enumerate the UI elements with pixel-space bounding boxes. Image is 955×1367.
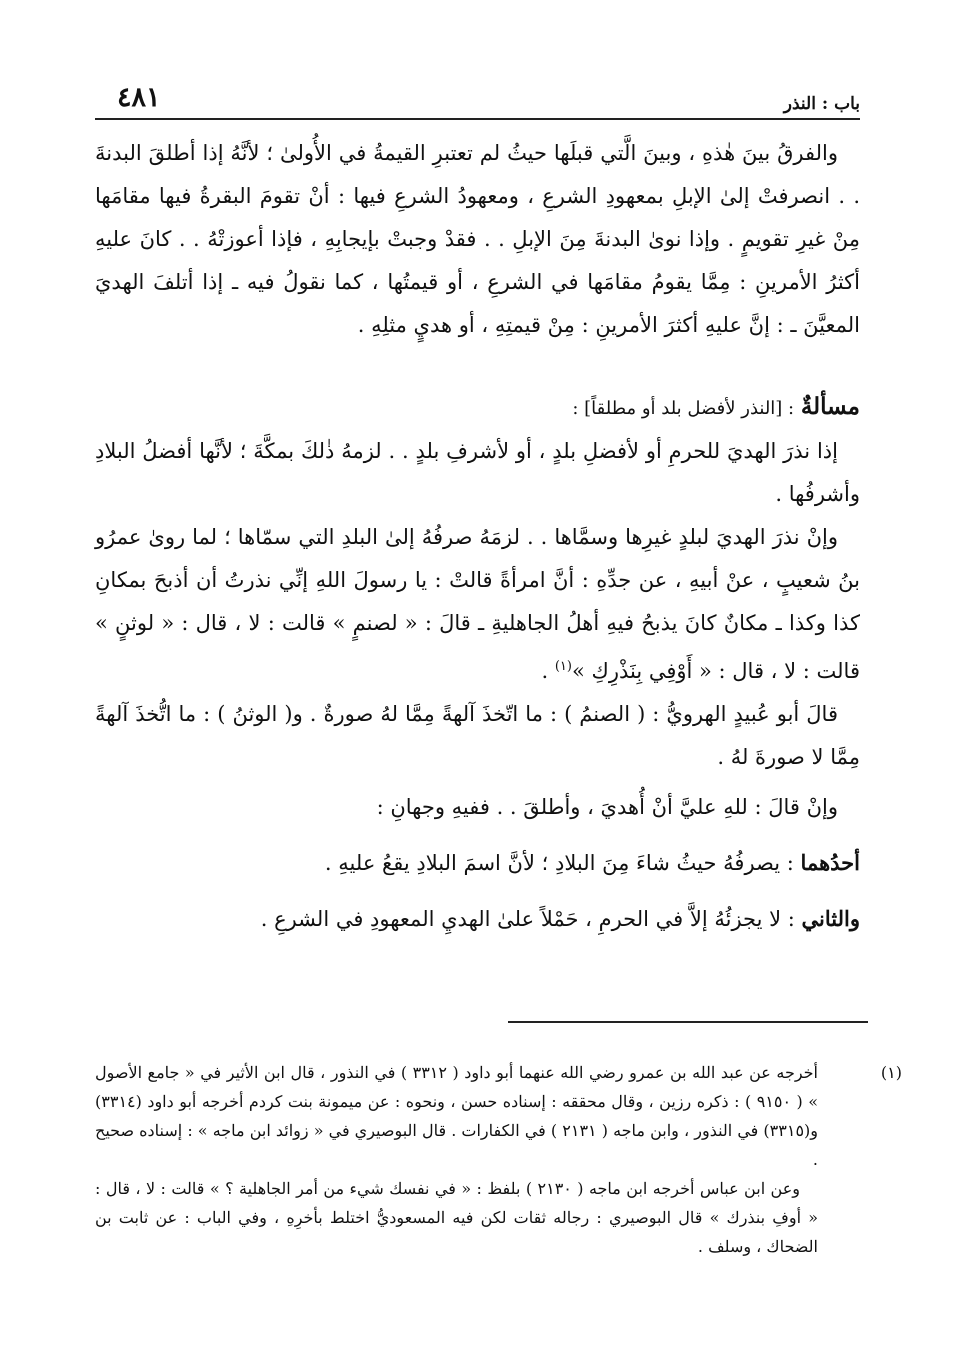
footnote-1-number: (١): [880, 1063, 902, 1082]
footnote-ref: (١): [554, 659, 572, 674]
paragraph-2: إذا نذرَ الهديَ للحرمِ أو لأفضلِ بلدٍ ، أو لأشرفِ بلدٍ . . لزمهُ ذٰلكَ بمكَّةَ ؛ لأنَّها أفضلُ البلادِ وأشرفُها .: [95, 439, 860, 506]
paragraph-4: قالَ أبو عُبيدٍ الهرويُّ : ( الصنمُ ) : ما اتّخذَ آلهةً مِمَّا لهُ صورةٌ . و( الوثنُ ) : ما اتُّخذَ آلهةً مِمَّا لا صورةَ لهُ .: [95, 702, 860, 769]
running-title: باب : النذر: [783, 94, 860, 114]
opinion-2-text: : لا يجزئُهُ إلاَّ في الحرمِ ، حَمْلاً علىٰ الهديِ المعهودِ في الشرعِ .: [260, 907, 802, 931]
paragraph-3-end: .: [541, 659, 555, 683]
opinion-1: [95, 835, 860, 891]
footnote-1: [95, 1058, 902, 1174]
paragraph-3: [95, 516, 860, 693]
opinion-2-label: والثاني: [801, 906, 860, 931]
opinion-2: [95, 891, 860, 947]
opinion-1-text: : يصرفُهُ حيثُ شاءَ مِنَ البلادِ ؛ لأنَّ اسمَ البلادِ يقعُ عليهِ .: [324, 851, 801, 875]
main-text: [95, 132, 860, 947]
paragraph-1: والفرقُ بينَ هٰذهِ ، وبينَ الَّتي قبلَها حيثُ لم تعتبرِ القيمةُ في الأُولىٰ ؛ لأنَّهُ إذا أطلقَ البدنةَ . . انصرفتْ إلىٰ الإبلِ بمعهودِ الشرعِ ، ومعهودُ الشرعِ فيها : أنْ تقومَ البقرةُ فيها مقامَها مِنْ غيرِ تقويمٍ . وإذا نوىٰ البدنةَ مِنَ الإبلِ . . فقدْ وجبتْ بإيجابِهِ ، فإذا أعوزتْهُ . . كانَ عليهِ أكثرُ الأمرينِ : مِمَّا يقومُ مقامَها في الشرعِ ، أو قيمتُها ، كما نقولُ فيه ـ إذا أتلفَ الهديَ المعيَّنَ ـ : إنَّ عليهِ أكثرَ الأمرينِ : مِنْ قيمتِهِ ، أو هديٍ مثلِهِ .: [95, 141, 860, 337]
masala-title: : [النذر لأفضل بلد أو مطلقاً] :: [572, 398, 795, 419]
masala-label: مسألةٌ: [800, 393, 860, 420]
footnote-divider: [508, 1021, 868, 1023]
paragraph-3-text: وإنْ نذرَ الهديَ لبلدٍ غيرِها وسمَّاها . . لزمَهُ صرفُهُ إلىٰ البلدِ التي سمّاها ؛ لما روىٰ عمرُو بنُ شعيبٍ ، عنْ أبيهِ ، عن جدِّهِ : أنَّ امرأةً قالتْ : يا رسولَ اللهِ إنِّي نذرتُ أن أذبحَ بمكانِ كذا وكذا ـ مكانٌ كانَ يذبحُ فيهِ أهلُ الجاهليةِ ـ قالَ : « لصنمٍ » قالت : لا ، قال : « لوثنٍ » قالت : لا ، قال : « أَوْفِي بِنَذْرِكِ »: [95, 525, 860, 683]
page-header: [95, 80, 860, 120]
footnotes: [95, 1058, 902, 1261]
paragraph-5: وإنْ قالَ : للهِ عليَّ أنْ أُهديَ ، وأطلقَ . . ففيهِ وجهانِ :: [376, 795, 838, 819]
masala-heading: [95, 385, 860, 430]
page-number: ٤٨١: [117, 82, 161, 113]
footnote-1-text: أخرجه عن عبد الله بن عمرو رضي الله عنهما أبو داود ( ٣٣١٢ ) في النذور ، قال ابن الأثير في « جامع الأصول » ( ٩١٥٠ ) : ذكره رزين ، وقال محققه : إسناده حسن ، ونحوه : عن ميمونة بنت كردم أخرجه أبو داود (٣٣١٤) و(٣٣١٥) في النذور ، وابن ماجه ( ٢١٣١ ) في الكفارات . قال البوصيري في « زوائد ابن ماجه » : إسناده صحيح .: [95, 1063, 819, 1169]
opinion-1-label: أحدُهما: [800, 850, 860, 875]
footnote-1-continuation: وعن ابن عباس أخرجه ابن ماجه ( ٢١٣٠ ) بلفظ : « في نفسك شيء من أمر الجاهلية ؟ » قالت : لا ، قال : « أوفِ بنذرك » قال البوصيري : رجاله ثقات لكن فيه المسعوديُّ اختلط بأخرِهِ ، وفي الباب : عن ثابت بن الضحاك ، وسلف .: [95, 1179, 819, 1256]
